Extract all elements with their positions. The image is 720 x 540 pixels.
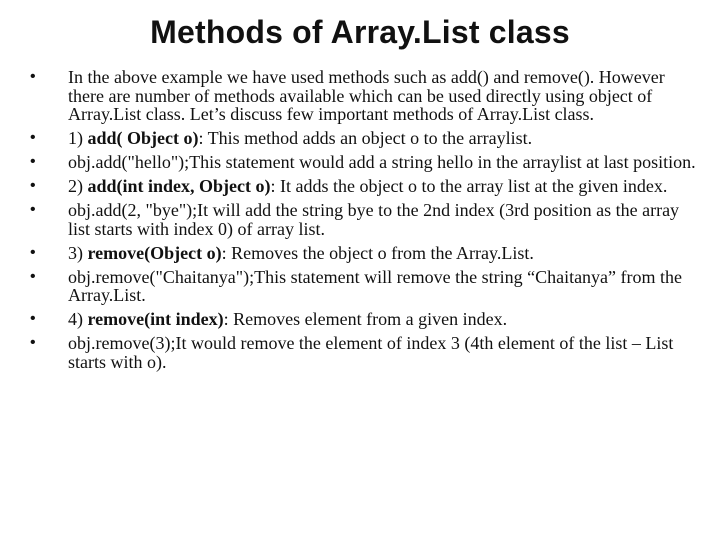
method-description: : Removes the object o from the Array.List. <box>221 242 534 263</box>
bullet-item-remove-object <box>30 244 702 263</box>
bullet-text: obj.remove(3);It would remove the element of index 3 (4th element of the list – List starts with o). <box>68 333 674 372</box>
bullet-prefix: 3) <box>68 242 88 263</box>
bullet-item-intro <box>30 68 702 124</box>
bullet-item-add-index-example <box>30 201 702 238</box>
bullet-icon: • <box>30 68 36 85</box>
method-description: : It adds the object o to the array list at the given index. <box>270 176 668 196</box>
bullet-text: obj.add("hello");This statement would add a string hello in the arraylist at last position. <box>68 152 696 172</box>
bullet-item-remove-index-example <box>30 334 702 371</box>
method-signature: add(int index, Object o) <box>87 176 271 196</box>
method-signature: add( Object o) <box>87 128 199 148</box>
slide-title: Methods of Array.List class <box>150 14 570 50</box>
bullet-item-add-index <box>30 177 702 196</box>
method-description: : Removes element from a given index. <box>223 309 508 329</box>
bullet-text: obj.add(2, "bye");It will add the string bye to the 2nd index (3rd position as the array list starts with index 0) of array list. <box>68 200 680 239</box>
bullet-prefix: 2) <box>68 176 88 196</box>
bullet-icon: • <box>30 129 36 146</box>
method-description: : This method adds an object o to the arraylist. <box>198 128 533 148</box>
bullet-icon: • <box>30 243 36 261</box>
bullet-list <box>30 68 702 377</box>
bullet-icon: • <box>30 201 36 218</box>
bullet-prefix: 4) <box>68 309 88 329</box>
method-signature: remove(Object o) <box>87 242 222 263</box>
bullet-item-add-example <box>30 153 702 172</box>
bullet-icon: • <box>30 267 36 285</box>
bullet-prefix: 1) <box>68 128 88 148</box>
bullet-icon: • <box>30 177 36 194</box>
bullet-item-remove-object-example <box>30 268 702 305</box>
method-signature: remove(int index) <box>87 309 224 329</box>
bullet-item-add-object <box>30 129 702 148</box>
bullet-icon: • <box>30 153 36 170</box>
bullet-icon: • <box>30 310 36 327</box>
bullet-item-remove-index <box>30 310 702 329</box>
bullet-text: obj.remove("Chaitanya");This statement will remove the string “Chaitanya” from the Array.List. <box>68 266 683 305</box>
bullet-text: In the above example we have used methods such as add() and remove(). However there are number of methods available which can be used directly using object of Array.List class. Let’s discuss few important methods of Array.List class. <box>68 67 665 124</box>
bullet-icon: • <box>30 334 36 351</box>
